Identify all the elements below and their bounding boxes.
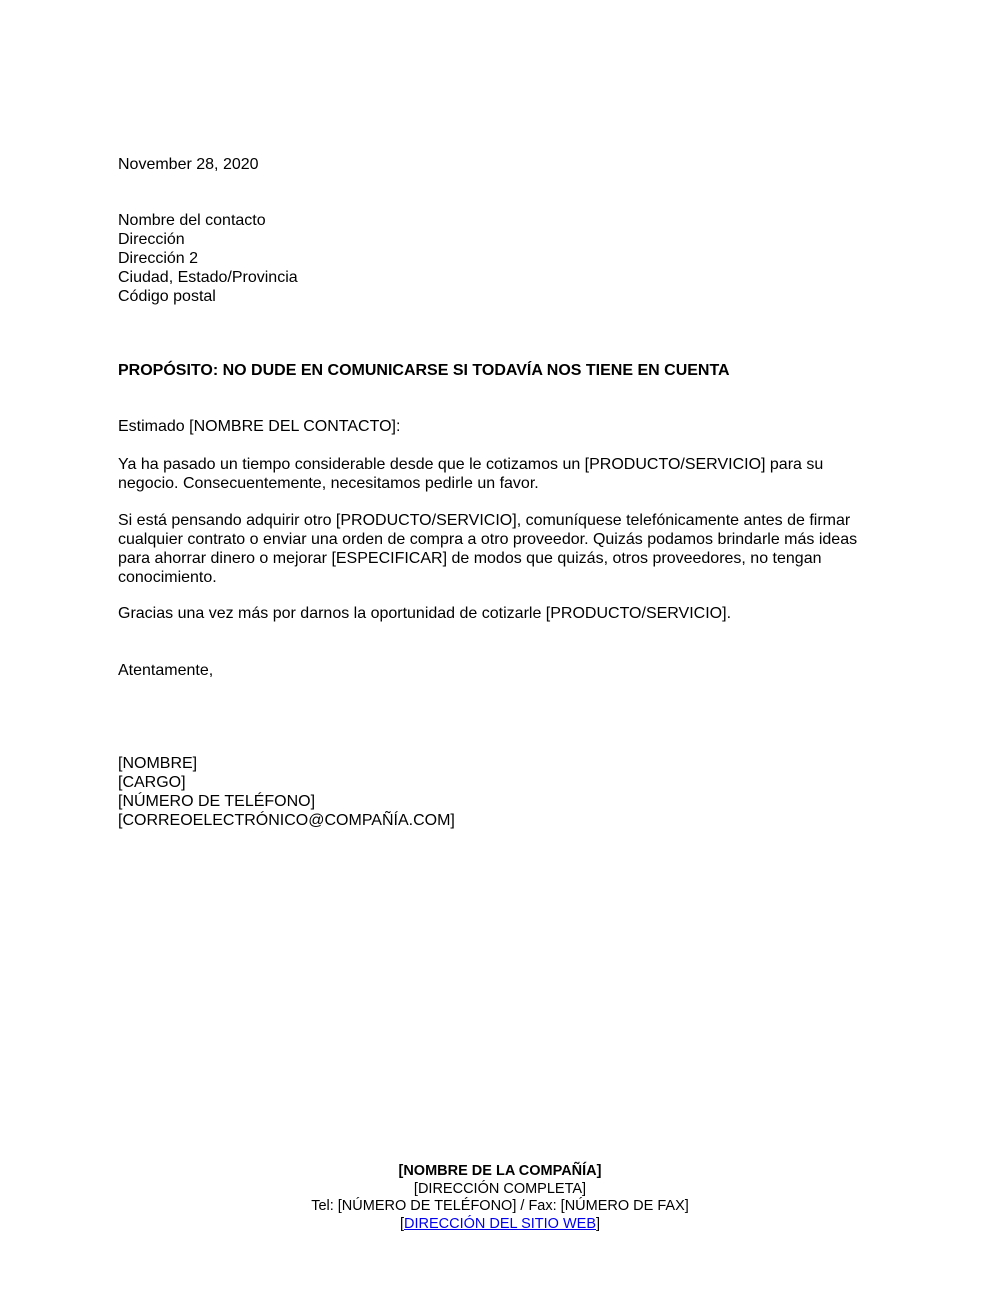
recipient-postal-code: Código postal <box>118 288 216 305</box>
subject-text: PROPÓSITO: NO DUDE EN COMUNICARSE SI TODAVÍA NOS TIENE EN CUENTA <box>118 362 730 379</box>
signature-phone: [NÚMERO DE TELÉFONO] <box>118 793 316 810</box>
footer-company-name: [NOMBRE DE LA COMPAÑÍA] <box>398 1163 602 1179</box>
footer-address: [DIRECCIÓN COMPLETA] <box>413 1180 587 1197</box>
recipient-name: Nombre del contacto <box>118 212 266 229</box>
signature-block <box>118 754 898 830</box>
paragraph-line: Gracias una vez más por darnos la oportunidad de cotizarle [PRODUCTO/SERVICIO]. <box>118 605 732 622</box>
paragraph-line: Si está pensando adquirir otro [PRODUCTO/SERVICIO], comuníquese telefónicamente antes de firmar <box>118 512 851 529</box>
closing-text: Atentamente, <box>118 662 214 679</box>
date-text: November 28, 2020 <box>118 156 259 173</box>
paragraph-line: Ya ha pasado un tiempo considerable desde que le cotizamos un [PRODUCTO/SERVICIO] para su <box>118 456 824 473</box>
body-paragraph-1 <box>118 455 898 493</box>
recipient-address-1: Dirección <box>118 231 185 248</box>
paragraph-line: negocio. Consecuentemente, necesitamos pedirle un favor. <box>118 475 539 492</box>
letter-salutation <box>118 417 898 436</box>
body-paragraph-2 <box>118 511 898 587</box>
signature-name: [NOMBRE] <box>118 755 198 772</box>
signature-title: [CARGO] <box>118 774 186 791</box>
letter-date <box>118 155 898 174</box>
footer-website <box>0 1216 1000 1234</box>
paragraph-line: conocimiento. <box>118 569 217 586</box>
paragraph-line: cualquier contrato o enviar una orden de compra a otro proveedor. Quizás podamos brindarle más ideas <box>118 531 858 548</box>
letter-subject <box>118 361 898 380</box>
recipient-address-block <box>118 211 898 306</box>
company-footer <box>0 1163 1000 1233</box>
website-close-bracket: ] <box>596 1215 601 1232</box>
recipient-address-2: Dirección 2 <box>118 250 199 267</box>
website-link[interactable]: DIRECCIÓN DEL SITIO WEB <box>403 1215 596 1232</box>
recipient-city-state: Ciudad, Estado/Provincia <box>118 269 298 286</box>
footer-contact: Tel: [NÚMERO DE TELÉFONO] / Fax: [NÚMERO DE FAX] <box>311 1198 689 1214</box>
salutation-text: Estimado [NOMBRE DEL CONTACTO]: <box>118 418 401 435</box>
body-paragraph-3 <box>118 604 898 623</box>
website-open-bracket: [ <box>399 1215 404 1232</box>
signature-email: [CORREOELECTRÓNICO@COMPAÑÍA.COM] <box>118 812 455 829</box>
letter-closing <box>118 661 898 680</box>
paragraph-line: para ahorrar dinero o mejorar [ESPECIFICAR] de modos que quizás, otros proveedores, no tengan <box>118 550 822 567</box>
